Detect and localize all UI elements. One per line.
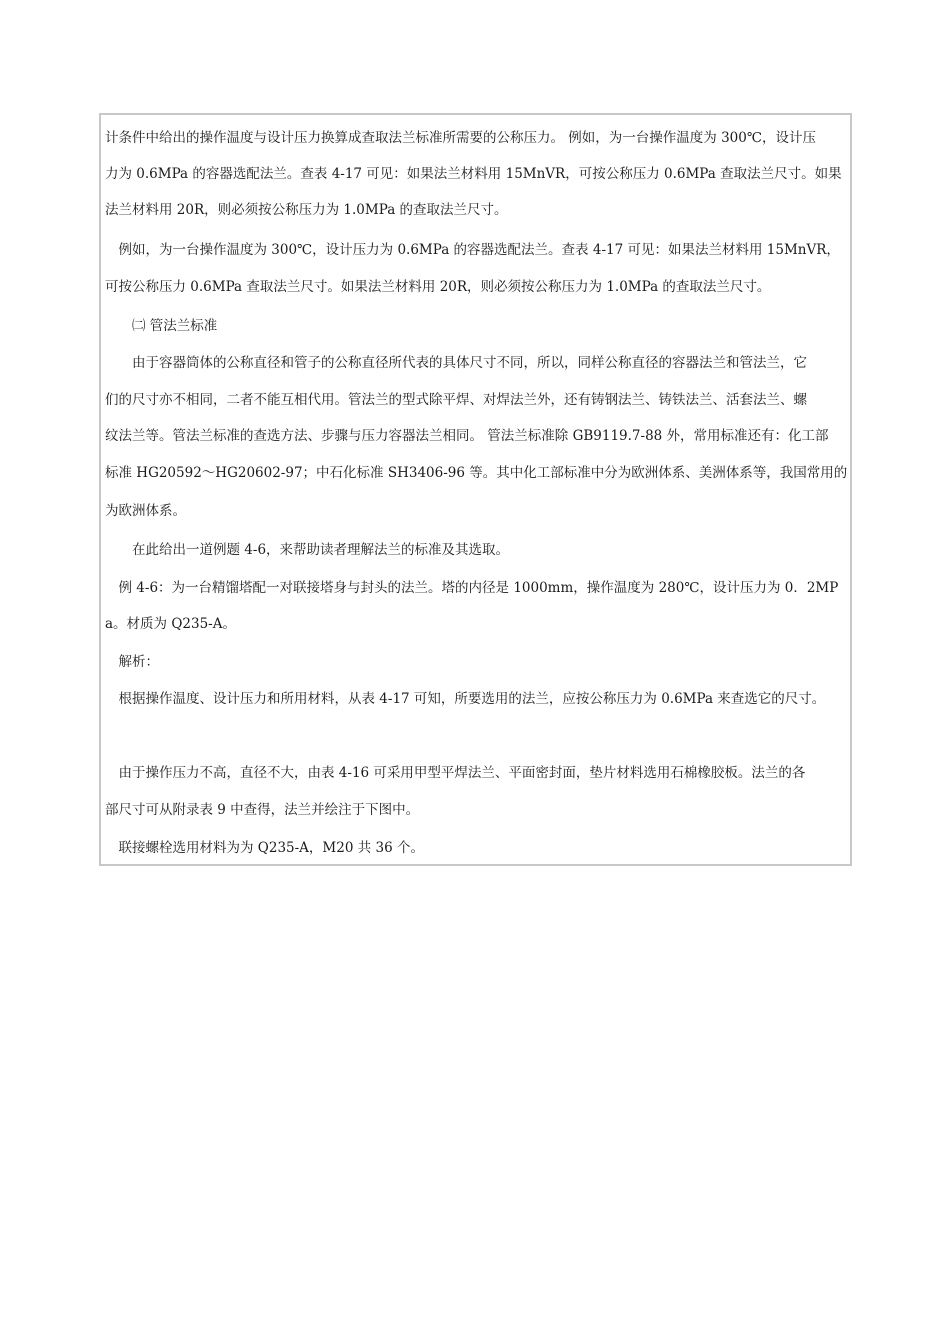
section-heading: ㈡ 管法兰标准 bbox=[105, 318, 218, 334]
text-line: 联接螺栓选用材料为为 Q235-A，M20 共 36 个。 bbox=[105, 840, 424, 856]
text-line: 部尺寸可从附录表 9 中查得，法兰并绘注于下图中。 bbox=[105, 802, 420, 818]
text-line: 解析： bbox=[105, 654, 159, 670]
text-line: 可按公称压力 0.6MPa 查取法兰尺寸。如果法兰材料用 20R，则必须按公称压力为 1.0MPa 的查取法兰尺寸。 bbox=[105, 279, 771, 295]
text-line: 法兰材料用 20R，则必须按公称压力为 1.0MPa 的查取法兰尺寸。 bbox=[105, 202, 508, 218]
text-line: 纹法兰等。管法兰标准的查选方法、步骤与压力容器法兰相同。 管法兰标准除 GB9119.7-88 外，常用标准还有：化工部 bbox=[105, 428, 829, 444]
text-line: 根据操作温度、设计压力和所用材料，从表 4-17 可知，所要选用的法兰，应按公称压力为 0.6MPa 来查选它的尺寸。 bbox=[105, 691, 826, 707]
text-line: 例如，为一台操作温度为 300℃，设计压力为 0.6MPa 的容器选配法兰。查表 4-17 可见：如果法兰材料用 15MnVR， bbox=[105, 242, 840, 258]
text-line: 为欧洲体系。 bbox=[105, 503, 186, 519]
content-frame bbox=[99, 113, 852, 866]
text-line: 例 4-6：为一台精馏塔配一对联接塔身与封头的法兰。塔的内径是 1000mm，操作温度为 280℃，设计压力为 0．2MP bbox=[105, 580, 839, 596]
text-line: 计条件中给出的操作温度与设计压力换算成查取法兰标准所需要的公称压力。 例如，为一台操作温度为 300℃，设计压 bbox=[105, 130, 816, 146]
text-line: 力为 0.6MPa 的容器选配法兰。查表 4-17 可见：如果法兰材料用 15MnVR，可按公称压力 0.6MPa 查取法兰尺寸。如果 bbox=[105, 166, 842, 182]
text-line: a。材质为 Q235-A。 bbox=[105, 616, 236, 632]
text-line: 们的尺寸亦不相同，二者不能互相代用。管法兰的型式除平焊、对焊法兰外，还有铸钢法兰、铸铁法兰、活套法兰、螺 bbox=[105, 392, 807, 408]
text-line: 由于容器筒体的公称直径和管子的公称直径所代表的具体尺寸不同，所以，同样公称直径的容器法兰和管法兰，它 bbox=[105, 355, 807, 371]
text-line: 在此给出一道例题 4-6，来帮助读者理解法兰的标准及其选取。 bbox=[105, 542, 510, 558]
text-line: 标准 HG20592～HG20602-97；中石化标准 SH3406-96 等。其中化工部标准中分为欧洲体系、美洲体系等，我国常用的 bbox=[105, 465, 848, 481]
text-line: 由于操作压力不高，直径不大，由表 4-16 可采用甲型平焊法兰、平面密封面，垫片材料选用石棉橡胶板。法兰的各 bbox=[105, 765, 806, 781]
